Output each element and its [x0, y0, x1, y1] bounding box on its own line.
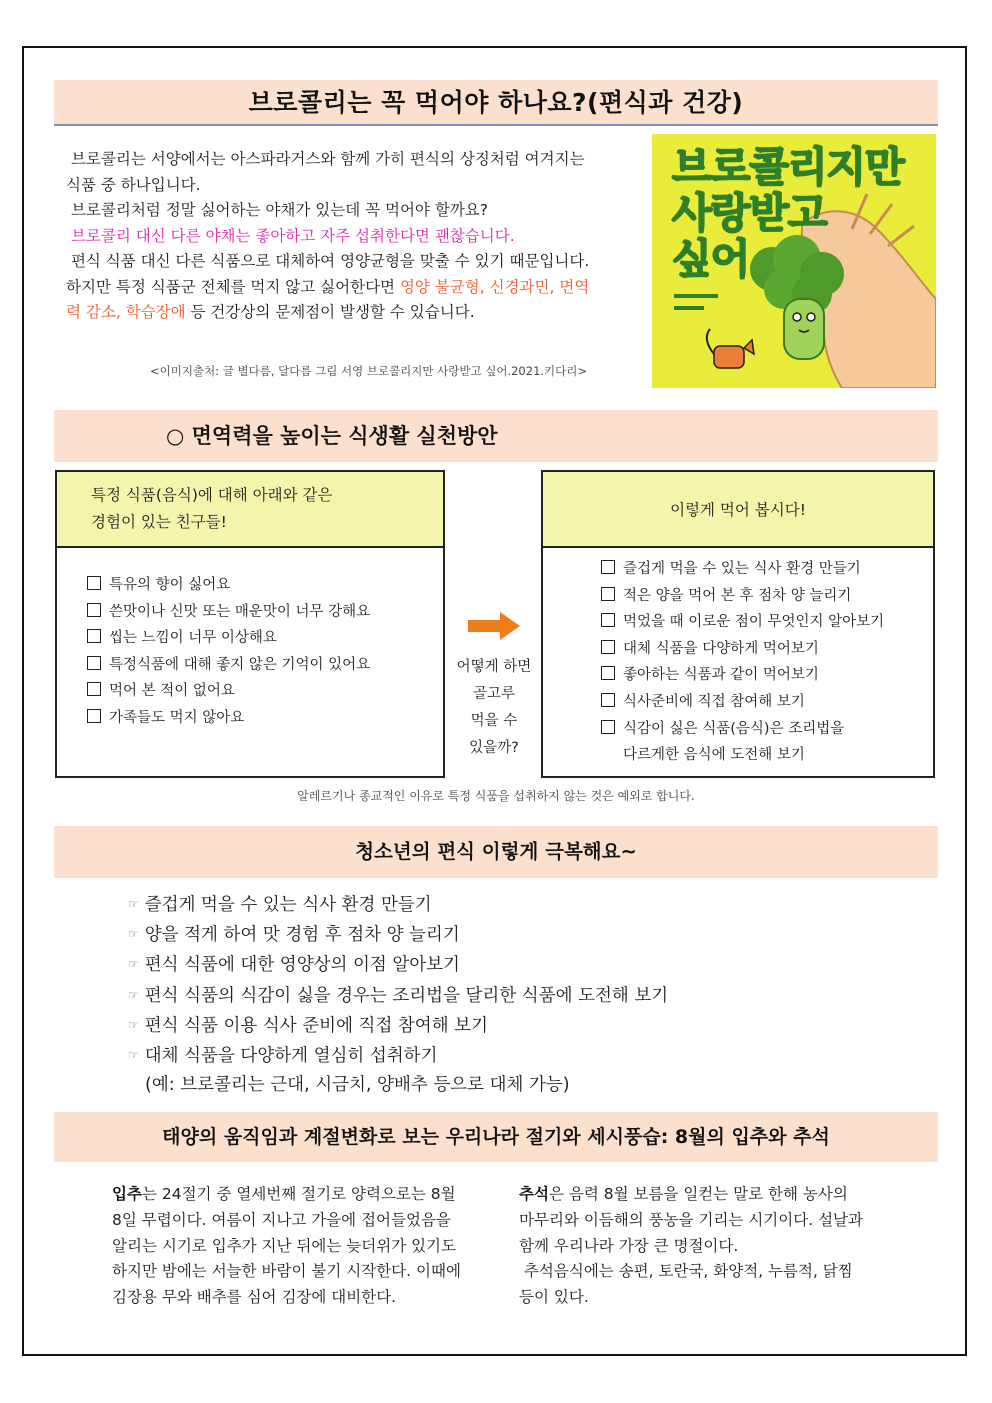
checklist-item: 적은 양을 먹어 본 후 점차 양 늘리기: [601, 583, 884, 610]
intro-line: 브로콜리는 서양에서는 아스파라거스와 함께 가히 편식의 상징처럼 여겨지는: [70, 150, 585, 168]
pointing-hand-icon: ☞: [128, 1017, 139, 1032]
checklist-item: 특유의 향이 싫어요: [87, 572, 370, 599]
try-eating-box: [541, 470, 935, 778]
checkbox: [87, 682, 101, 696]
book-cover-title: 브로콜리지만 사랑받고 싶어: [672, 143, 904, 283]
title-band: [54, 80, 938, 126]
try-eating-box-header: 이렇게 먹어 봅시다!: [543, 472, 933, 548]
tip-item: ☞ 양을 적게 하여 맛 경험 후 점차 양 늘리기: [128, 925, 460, 946]
intro-highlight-red: 력 감소, 학습장애: [66, 303, 186, 321]
checklist-item: 쓴맛이나 신맛 또는 매운맛이 너무 강해요: [87, 599, 370, 626]
checklist-item: 식감이 싫은 식품(음식)은 조리법을: [601, 716, 884, 743]
checkbox: [601, 666, 615, 680]
chuseok-column: 추석은 음력 8월 보름을 일컫는 말로 한해 농사의 마무리와 이듬해의 풍농을 기리는 시기이다. 설날과 함께 우리나라 가장 큰 명절이다. 추석음식에는 송편, 토란국, 화양적, 누름적, 닭찜 등이 있다.: [519, 1185, 863, 1307]
checkbox: [601, 613, 615, 627]
pointing-hand-icon: ☞: [128, 897, 139, 911]
checklist-item: 가족들도 먹지 않아요: [87, 705, 370, 732]
intro-text: [66, 147, 641, 326]
arrow-right-icon: [468, 612, 520, 640]
intro-line: 브로콜리처럼 정말 싫어하는 야채가 있는데 꼭 먹어야 할까요?: [70, 201, 488, 219]
checklist-item: 좋아하는 식품과 같이 먹어보기: [601, 662, 884, 689]
checklist-item: 씹는 느낌이 너무 이상해요: [87, 625, 370, 652]
intro-line: 식품 중 하나입니다.: [66, 175, 201, 194]
checklist-item: 대체 식품을 다양하게 먹어보기: [601, 636, 884, 663]
page-title: 브로콜리는 꼭 먹어야 하나요?(편식과 건강): [248, 88, 744, 117]
checklist-item-continuation: 다르게한 음식에 도전해 보기: [623, 747, 805, 764]
checklist-item: 먹어 본 적이 없어요: [87, 678, 370, 705]
ipchu-column: 입추는 24절기 중 열세번째 절기로 양력으로는 8월 8일 무렵이다. 여름이 지나고 가을에 접어들었음을 알리는 시기로 입추가 지난 뒤에는 늦더위가 있기도 하지만 밤에는 서늘한 바람이 불기 시작한다. 이때에 김장용 무와 배추를 심어 김장에 대비한다.: [112, 1185, 461, 1307]
intro-highlight-red: 영양 불균형, 신경과민, 면역: [399, 277, 590, 296]
checkbox: [601, 560, 615, 574]
tip-example: (예: 브로콜리는 근대, 시금치, 양배추 등으로 대체 가능): [145, 1075, 570, 1096]
section-heading-immunity: ○ 면역력을 높이는 식생활 실천방안: [54, 410, 938, 462]
section-heading-seasons: 태양의 움직임과 계절변화로 보는 우리나라 절기와 세시풍습: 8월의 입추와 추석: [54, 1112, 938, 1162]
tip-item: ☞ 편식 식품 이용 식사 준비에 직접 참여해 보기: [128, 1015, 488, 1036]
checkbox: [601, 720, 615, 734]
checklist-item: 식사준비에 직접 참여해 보기: [601, 689, 884, 716]
term-ipchu: 입추: [112, 1185, 142, 1203]
pointing-hand-icon: ☞: [128, 987, 139, 1002]
experience-box-header: 특정 식품(음식)에 대해 아래와 같은 경험이 있는 친구들!: [57, 472, 443, 548]
pointing-hand-icon: ☞: [128, 1048, 139, 1063]
checkbox: [87, 603, 101, 617]
checklist-item: 먹었을 때 이로운 점이 무엇인지 알아보기: [601, 609, 884, 636]
checklist-item: 즐겁게 먹을 수 있는 식사 환경 만들기: [601, 556, 884, 583]
tip-item: ☞ 편식 식품의 식감이 싫을 경우는 조리법을 달리한 식품에 도전해 보기: [128, 985, 669, 1006]
image-credit: <이미지출처: 글 별다름, 달다름 그림 서영 브로콜리지만 사랑받고 싶어.2021.키다리>: [150, 364, 587, 378]
checklist-item: 특정식품에 대해 좋지 않은 기억이 있어요: [87, 652, 370, 679]
tip-item: ☞ 즐겁게 먹을 수 있는 식사 환경 만들기: [128, 895, 432, 915]
try-eating-checklist: [601, 556, 884, 769]
allergy-note: 알레르기나 종교적인 이유로 특정 식품을 섭취하지 않는 것은 예외로 합니다.: [297, 789, 695, 803]
tips-list: [128, 890, 668, 1100]
checkbox: [87, 576, 101, 590]
book-cover-image: [652, 134, 936, 388]
intro-line: 하지만 특정 식품군 전체를 먹지 않고 싫어한다면: [66, 277, 400, 296]
experience-checklist: [87, 572, 370, 732]
checkbox: [601, 640, 615, 654]
checkbox: [87, 656, 101, 670]
term-chuseok: 추석: [519, 1185, 549, 1203]
checkbox: [601, 693, 615, 707]
middle-question: 어떻게 하면 골고루 먹을 수 있을까?: [450, 612, 538, 762]
intro-line: 편식 식품 대신 다른 식품으로 대체하여 영양균형을 맞출 수 있기 때문입니다.: [70, 252, 590, 270]
experience-box: [55, 470, 445, 778]
intro-line: 등 건강상의 문제점이 발생할 수 있습니다.: [185, 303, 475, 321]
checkbox: [601, 587, 615, 601]
tip-item: ☞ 편식 식품에 대한 영양상의 이점 알아보기: [128, 955, 460, 976]
checkbox: [87, 709, 101, 723]
pointing-hand-icon: ☞: [128, 957, 139, 972]
section-heading-teen-picky: 청소년의 편식 이렇게 극복해요~: [54, 826, 938, 878]
tip-item: ☞ 대체 식품을 다양하게 열심히 섭취하기: [128, 1046, 438, 1067]
checkbox: [87, 629, 101, 643]
intro-highlight-pink: 브로콜리 대신 다른 야채는 좋아하고 자주 섭취한다면 괜찮습니다.: [70, 226, 515, 245]
pointing-hand-icon: ☞: [128, 927, 139, 942]
